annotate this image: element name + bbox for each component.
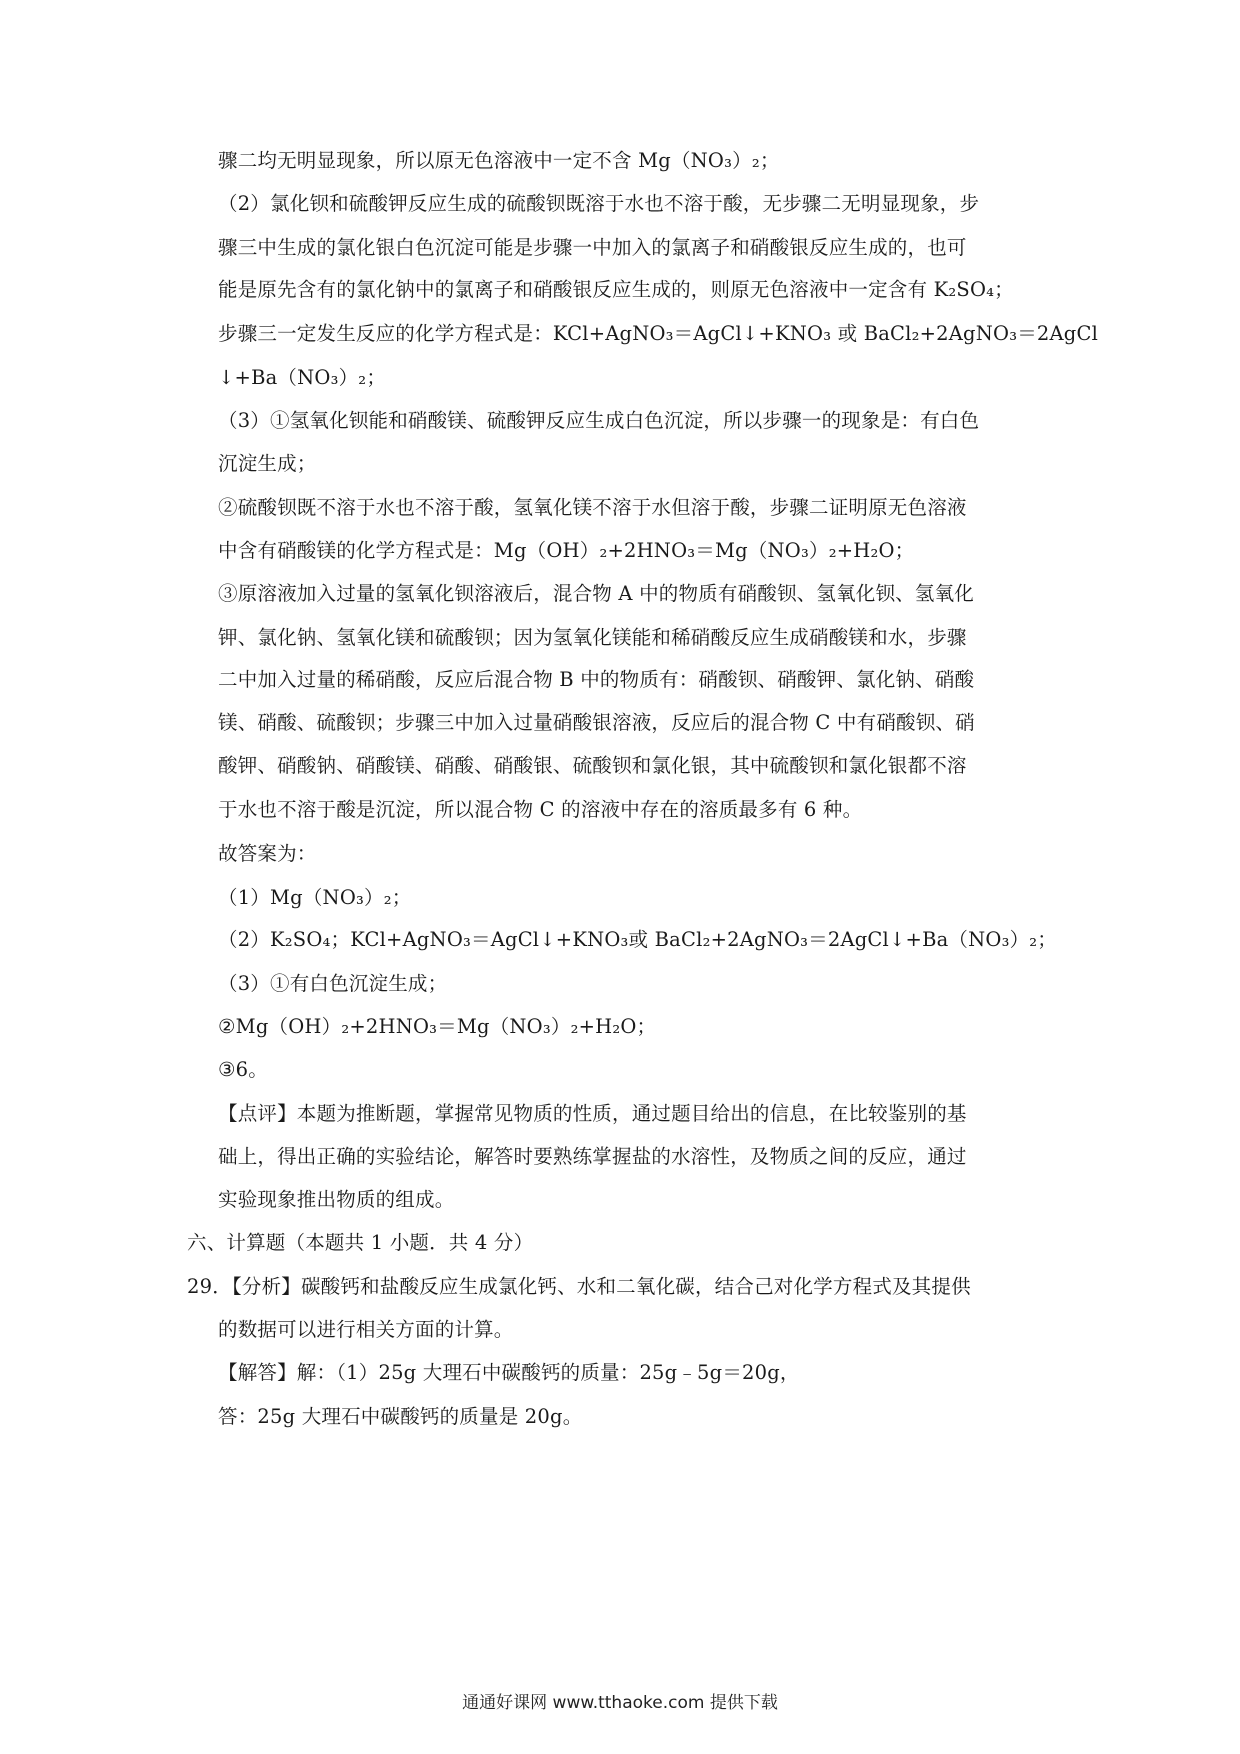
text-line: 二中加入过量的稀硝酸，反应后混合物 B 中的物质有：硝酸钡、硝酸钾、氯化钠、硝酸 [218,668,975,691]
text-line: 答：25g 大理石中碳酸钙的质量是 20g。 [218,1405,583,1428]
text-line: 的数据可以进行相关方面的计算。 [218,1318,514,1341]
comment-line: 【点评】本题为推断题，掌握常见物质的性质，通过题目给出的信息，在比较鉴别的基 [218,1102,967,1125]
text-line: ②硫酸钡既不溶于水也不溶于酸，氢氧化镁不溶于水但溶于酸，步骤二证明原无色溶液 [218,496,967,519]
text-line: 骤三中生成的氯化银白色沉淀可能是步骤一中加入的氯离子和硝酸银反应生成的，也可 [218,236,967,259]
text-line: 钾、氯化钠、氢氧化镁和硫酸钡；因为氢氧化镁能和稀硝酸反应生成硝酸镁和水，步骤 [218,626,967,649]
text-line: 酸钾、硝酸钠、硝酸镁、硝酸、硝酸银、硫酸钡和氯化银，其中硫酸钡和氯化银都不溶 [218,754,967,777]
text-line: ③6。 [218,1058,268,1081]
answer-line-2: （2）K₂SO₄；KCl+AgNO₃＝AgCl↓+KNO₃或 BaCl₂+2AgNO₃＝2AgCl↓+Ba（NO₃）₂； [218,928,1058,951]
answer-line-1: （1）Mg（NO₃）₂； [218,886,412,909]
text-line: 中含有硝酸镁的化学方程式是：Mg（OH）₂+2HNO₃＝Mg（NO₃）₂+H₂O； [218,539,915,562]
text-line: 于水也不溶于酸是沉淀，所以混合物 C 的溶液中存在的溶质最多有 6 种。 [218,798,863,821]
text-line: 步骤三一定发生反应的化学方程式是：KCl+AgNO₃＝AgCl↓+KNO₃ 或 BaCl₂+2AgNO₃＝2AgCl [218,322,1099,345]
text-line: ↓+Ba（NO₃）₂； [218,366,387,389]
comment-line: 实验现象推出物质的组成。 [218,1188,455,1211]
text-line: （2）氯化钡和硫酸钾反应生成的硫酸钡既溶于水也不溶于酸，无步骤二无明显现象，步 [218,192,980,215]
question-29-analysis: 29．【分析】碳酸钙和盐酸反应生成氯化钙、水和二氧化碳，结合己对化学方程式及其提供 [187,1275,971,1298]
comment-line: 础上，得出正确的实验结论，解答时要熟练掌握盐的水溶性，及物质之间的反应，通过 [218,1145,967,1168]
section-heading: 六、计算题（本题共 1 小题．共 4 分） [187,1231,534,1254]
text-line: 镁、硝酸、硫酸钡；步骤三中加入过量硝酸银溶液，反应后的混合物 C 中有硝酸钡、硝 [218,711,975,734]
text-line: ③原溶液加入过量的氢氧化钡溶液后，混合物 A 中的物质有硝酸钡、氢氧化钡、氢氧化 [218,582,974,605]
answer-line-3: （3）①有白色沉淀生成； [218,972,448,995]
footer-watermark: 通通好课网 www.tthaoke.com 提供下载 [462,1693,778,1713]
text-line: （3）①氢氧化钡能和硝酸镁、硫酸钾反应生成白色沉淀，所以步骤一的现象是：有白色 [218,409,980,432]
text-line: 骤二均无明显现象，所以原无色溶液中一定不含 Mg（NO₃）₂； [218,149,780,172]
text-line: 故答案为： [218,842,317,865]
text-line: 沉淀生成； [218,452,317,475]
text-line: ②Mg（OH）₂+2HNO₃＝Mg（NO₃）₂+H₂O； [218,1015,657,1038]
text-line: 能是原先含有的氯化钠中的氯离子和硝酸银反应生成的，则原无色溶液中一定含有 K₂SO₄； [218,278,1014,301]
question-29-solution: 【解答】解：（1）25g 大理石中碳酸钙的质量：25g﹣5g＝20g， [218,1361,800,1384]
